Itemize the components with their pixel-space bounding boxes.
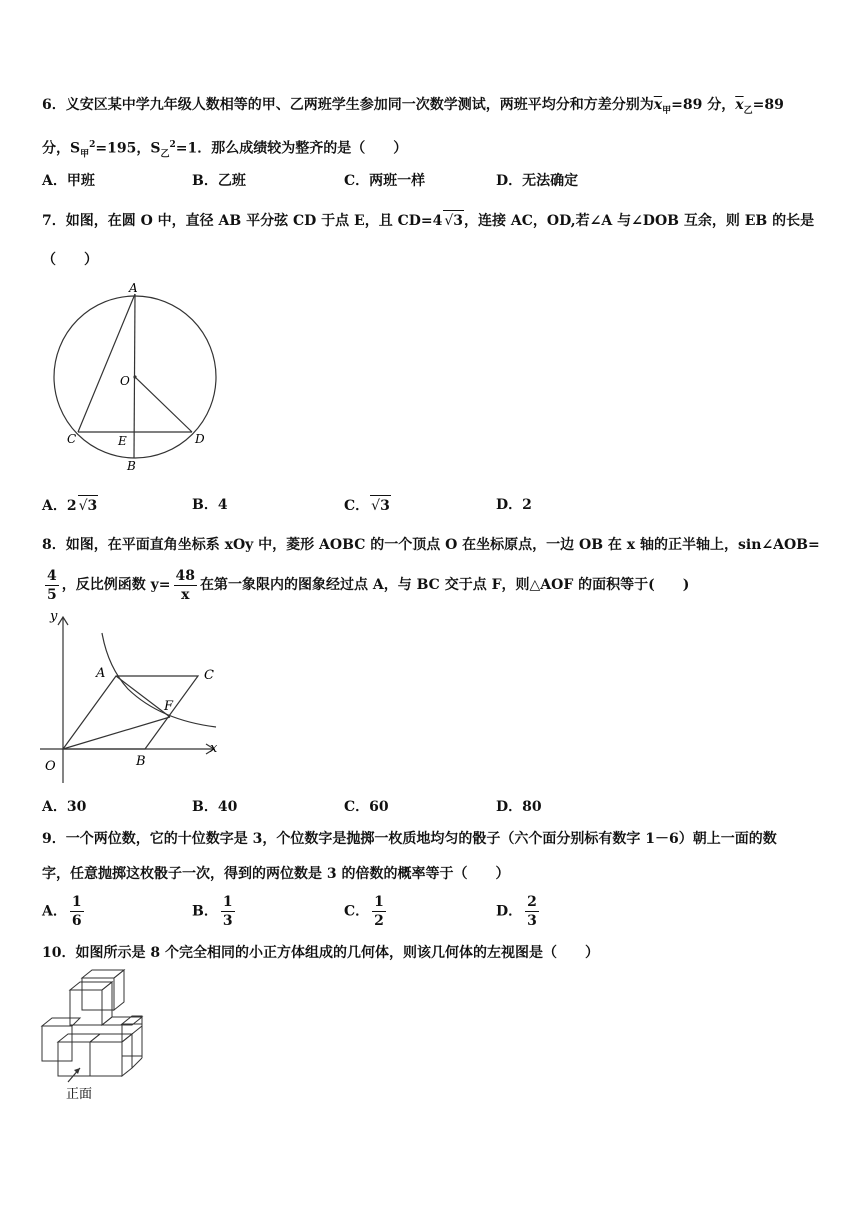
q7-text-b: ，连接 AC，OD,若∠A 与∠DOB 互余，则 EB 的长是 bbox=[464, 213, 815, 229]
q10-cube-front-1 bbox=[58, 1042, 90, 1076]
q6-line2-a: 分，S bbox=[42, 140, 81, 157]
q8-fraction-func: $\frac{48}{x}$ bbox=[175, 567, 195, 603]
q9-option-d: D． $\frac{2}{3}$ bbox=[496, 894, 537, 929]
q10-front-label: 正面 bbox=[66, 1087, 93, 1102]
q7-label-b: B bbox=[127, 459, 136, 473]
q6-sub-yi: 乙 bbox=[743, 105, 753, 116]
q7-label-d: D bbox=[195, 432, 205, 446]
q7-label-c: C bbox=[67, 432, 77, 446]
q9-option-a: A． $\frac{1}{6}$ bbox=[42, 894, 82, 929]
q7-label-a: A bbox=[129, 281, 138, 295]
q10-cube-front-2 bbox=[90, 1042, 122, 1076]
q9-line2: 字，任意抛掷这枚骰子一次，得到的两位数是 3 的倍数的概率等于（ ） bbox=[42, 866, 510, 882]
q7-segment-od bbox=[135, 377, 192, 432]
q10-cube-top-back bbox=[82, 978, 114, 1010]
q6-option-c: C．两班一样 bbox=[344, 173, 426, 189]
q8-label-a: A bbox=[96, 666, 106, 681]
q6-option-a: A．甲班 bbox=[42, 173, 95, 189]
q7-line1 bbox=[42, 210, 814, 231]
q6-option-b: B．乙班 bbox=[192, 173, 246, 189]
q8-segment-of bbox=[63, 717, 170, 749]
q6-s-sup-1: 2 bbox=[89, 140, 96, 150]
q8-option-a: A．30 bbox=[42, 799, 87, 815]
q8-label-c: C bbox=[204, 668, 214, 683]
q6-eq195: =195，S bbox=[95, 140, 161, 157]
q8-option-d: D．80 bbox=[496, 799, 542, 815]
q8-hyperbola bbox=[102, 633, 216, 727]
q8-line2 bbox=[42, 566, 689, 604]
q6-sub-jia: 甲 bbox=[662, 105, 672, 116]
q8-coordinate-figure bbox=[38, 605, 228, 775]
q6-s-sub-yi: 乙 bbox=[160, 149, 170, 160]
q7-center-dot bbox=[133, 375, 136, 378]
q6-xbar-yi: $\overline{x}$ bbox=[735, 97, 744, 113]
q7-sqrt: √3 bbox=[443, 210, 464, 231]
q8-line2-b: 在第一象限内的图象经过点 A，与 BC 交于点 F，则△AOF 的面积等于( ) bbox=[199, 577, 690, 593]
q7-line2: （ ） bbox=[42, 252, 98, 268]
q8-label-o: O bbox=[45, 759, 56, 774]
q7-segment-ac bbox=[78, 294, 135, 432]
q6-eq1: =1．那么成绩较为整齐的是（ ） bbox=[175, 140, 408, 157]
q8-line1: 8．如图，在平面直角坐标系 xOy 中，菱形 AOBC 的一个顶点 O 在坐标原点，一边 OB 在 x 轴的正半轴上，sin∠AOB= bbox=[42, 537, 820, 553]
q6-s-sub-jia: 甲 bbox=[80, 149, 90, 160]
q9-line1: 9．一个两位数，它的十位数字是 3，个位数字是抛掷一枚质地均匀的骰子（六个面分别标有数字 1－6）朝上一面的数 bbox=[42, 831, 777, 847]
q7-sqrt-value: 3 bbox=[453, 213, 464, 229]
q8-label-y: y bbox=[50, 609, 58, 624]
q8-option-b: B．40 bbox=[192, 799, 238, 815]
q6-s-sup-2: 2 bbox=[169, 140, 176, 150]
q9-option-c: C． $\frac{1}{2}$ bbox=[344, 894, 384, 929]
q7-label-o: O bbox=[120, 374, 130, 388]
q10-cube-left bbox=[42, 1026, 72, 1061]
q10-cube-top-front bbox=[70, 990, 102, 1025]
q7-circle-figure bbox=[40, 280, 230, 475]
q8-label-x: x bbox=[210, 741, 218, 756]
q6-line1 bbox=[42, 95, 784, 121]
q8-fraction-sin: $\frac{4}{5}$ bbox=[47, 567, 57, 603]
q7-label-e: E bbox=[118, 434, 127, 448]
q6-option-d: D．无法确定 bbox=[496, 173, 579, 189]
q8-segment-af bbox=[116, 676, 170, 717]
q7-option-b: B．4 bbox=[192, 497, 228, 513]
q9-option-b: B． $\frac{1}{3}$ bbox=[192, 894, 233, 929]
q6-text-a: 6．义安区某中学九年级人数相等的甲、乙两班学生参加同一次数学测试，两班平均分和方差分别为 bbox=[42, 97, 654, 113]
q10-line1: 10．如图所示是 8 个完全相同的小正方体组成的几何体，则该几何体的左视图是（ ） bbox=[42, 945, 599, 961]
q7-option-d: D．2 bbox=[496, 497, 532, 513]
q10-cube-figure bbox=[38, 970, 153, 1100]
q6-xbar-jia: $\overline{x}$ bbox=[653, 97, 663, 113]
q7-text-a: 7．如图，在圆 O 中，直径 AB 平分弦 CD 于点 E，且 CD=4 bbox=[42, 213, 443, 229]
q6-eq89a: =89 分， bbox=[671, 97, 736, 113]
q8-label-f: F bbox=[164, 699, 174, 714]
q8-label-b: B bbox=[136, 754, 146, 769]
q6-eq89b: =89 bbox=[752, 97, 784, 113]
q8-line2-a: ，反比例函数 y= bbox=[61, 577, 171, 593]
q7-option-a: A．2 √3 bbox=[42, 495, 98, 516]
q8-option-c: C．60 bbox=[344, 799, 389, 815]
q6-line2 bbox=[42, 135, 407, 164]
q7-option-c: C． √3 bbox=[344, 495, 391, 516]
